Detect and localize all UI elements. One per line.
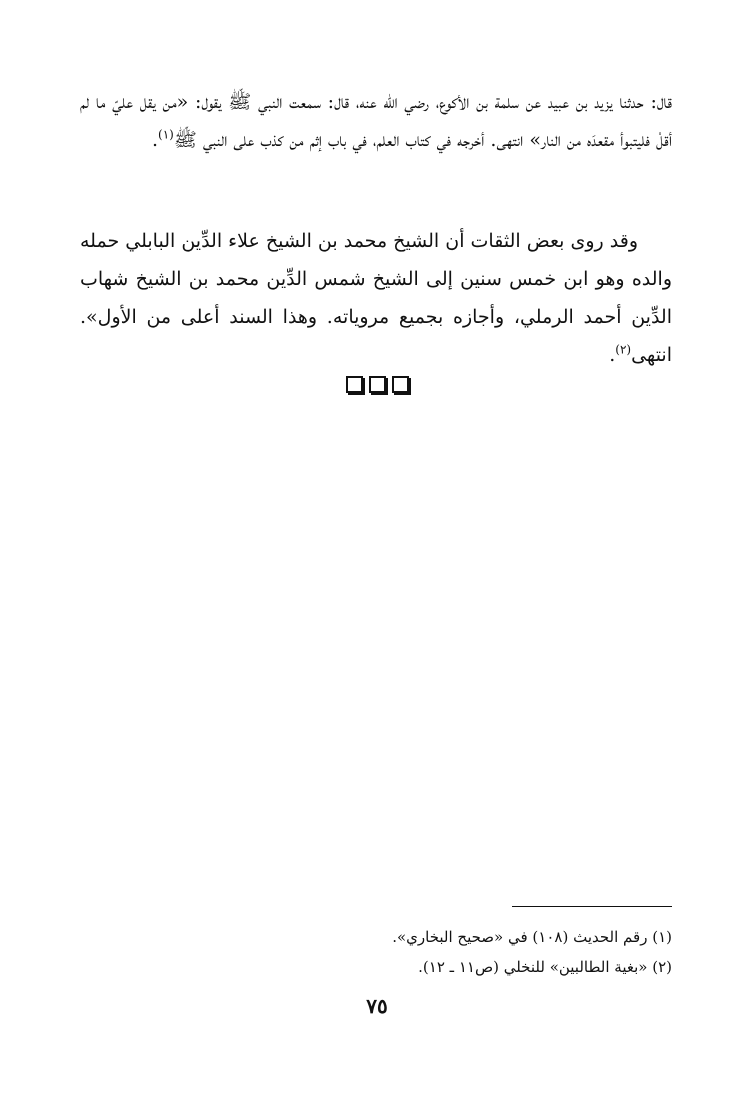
square-ornament-icon [346,376,363,393]
sentence-end: . [151,129,159,151]
paragraph-text: وقد روى بعض الثقات أن الشيخ محمد بن الشيخ علاء الدِّين البابلي حمله والده وهو ابن خمس سنين إلى الشيخ شمس الدِّين محمد بن الشيخ شهاب الدِّين أحمد الرملي، وأجازه بجميع مروياته. وهذا السند أعلى من الأول». انتهى [80,230,672,366]
footnotes [80,922,672,982]
footnote-1: (١) رقم الحديث (١٠٨) في «صحيح البخاري». [392,928,672,946]
footnote-marker[interactable]: (٢) [615,342,632,357]
sentence-end: . [609,344,616,366]
footnote-2: (٢) «بغية الطالبين» للنخلي (ص١١ ـ ١٢). [418,958,672,976]
page-number: ٧٥ [366,994,388,1018]
section-divider-ornament [0,376,754,393]
footnote-separator [512,906,672,907]
paragraph-hadith-narration [80,83,672,159]
paragraph-text: قال: حدثنا يزيد بن عبيد عن سلمة بن الأكوع، رضي الله عنه، قال: سمعت النبي ﷺ يقول: «من يقل عليّ ما لم أقلْ فليتبوأ مقعدَه من النار» انتهى. أخرجه في كتاب العلم، في باب إثم من كذب على النبي ﷺ [80,91,672,151]
footnote-marker[interactable]: (١) [158,127,174,142]
paragraph-chain-of-transmission [80,222,672,374]
square-ornament-icon [392,376,409,393]
square-ornament-icon [369,376,386,393]
